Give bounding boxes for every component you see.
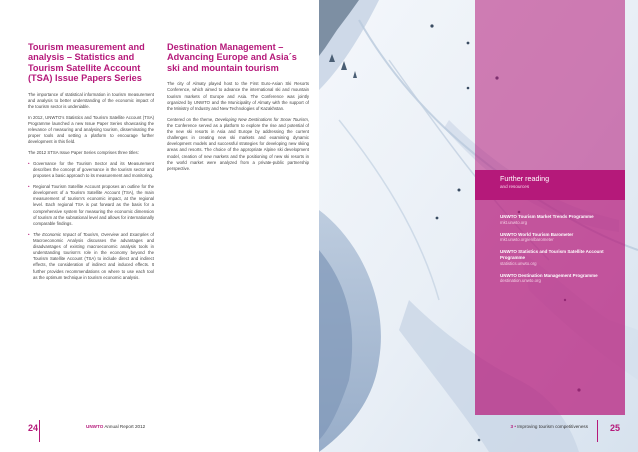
- resource-title: UNWTO World Tourism Barometer: [500, 231, 574, 237]
- sidebar-tint: [475, 0, 625, 170]
- resource-link[interactable]: mkt.unwto.org/en/barometer: [500, 237, 554, 243]
- further-reading-title: Further reading: [500, 174, 550, 183]
- resource-title: UNWTO Tourism Market Trends Programme: [500, 214, 594, 219]
- resource-item: [500, 273, 615, 285]
- resource-link[interactable]: statistics.unwto.org: [500, 260, 537, 266]
- issue-paper-list: [28, 161, 154, 281]
- resource-list: [475, 200, 625, 415]
- org-name: UNWTO: [86, 424, 104, 429]
- resource-title: UNWTO Destination Management Programme: [500, 272, 598, 278]
- conference-theme: Developing New Destinations for Snow Tourism: [215, 116, 308, 122]
- further-reading-sidebar: [475, 0, 625, 415]
- paragraph-text: Centered on the theme,: [167, 116, 216, 122]
- footer-divider: [597, 420, 598, 442]
- footer-divider: [39, 420, 40, 442]
- further-reading-subtitle: and resources: [500, 184, 530, 189]
- resource-link[interactable]: mkt.unwto.org: [500, 219, 527, 225]
- chapter-label: [511, 424, 588, 429]
- resource-link[interactable]: destination.unwto.org: [500, 278, 541, 284]
- column-destination-management: [167, 42, 309, 177]
- chapter-marker: 3 •: [510, 424, 516, 429]
- report-title: Annual Report 2012: [104, 424, 146, 429]
- page-number-right: 25: [609, 423, 620, 433]
- resource-item: [500, 232, 615, 244]
- paragraph: [167, 117, 309, 172]
- footer-left: [28, 408, 188, 440]
- publication-title: The Economic Impact of Tourism, Overview and Examples: [33, 231, 149, 237]
- further-reading-header: [475, 170, 625, 200]
- resource-title: UNWTO Statistics and Tourism Satellite Account Programme: [500, 249, 604, 260]
- resource-item: [500, 249, 615, 266]
- paragraph: The importance of statistical information in tourism measurement and analysis to better understanding of the economic impact of the tourism sector is undeniable.: [28, 91, 154, 109]
- paragraph: The 2012 STSA Issue Paper Series comprises three titles:: [28, 150, 139, 156]
- list-item: [28, 232, 154, 281]
- list-item-text: of Macroeconomic Analysis discusses the advantages and disadvantages of existing macroeconomic analysis tools in understanding tourism’s role in the economy beyond the Tourism Satellite Account (TSA) to include direct and indirect effects, the consideration of indirect and induced effects. It further provides recommendations on where to use each tool as the optimum technique in tourism economic analysis.: [33, 231, 154, 280]
- chapter-title: Improving tourism competitiveness: [517, 424, 588, 429]
- page-number-left: 24: [28, 423, 39, 433]
- report-label: [86, 424, 145, 429]
- list-item: • Regional Tourism Satellite Account proposes an outline for the development of a Tourism Satellite Account (TSA), the main measurement of tourism’s economic impact, at the regional level. Each regional TSA is put forward as the basis for a comprehensive system for measuring the economic dimension of tourism at the subnational level and allows for internationally comparable findings.: [28, 184, 154, 227]
- footer-right: [480, 420, 620, 445]
- heading-tourism-measurement: Tourism measurement and analysis – Statistics and Tourism Satellite Account (TSA) Issue Papers Series: [28, 42, 145, 84]
- list-item: • Governance for the Tourism Sector and its Measurement describes the concept of governance in the tourism sector and proposes a basic approach to its measurement and monitoring.: [28, 161, 154, 179]
- resource-item: [500, 214, 615, 226]
- paragraph: The city of Almaty played host to the First Euro-Asian Ski Resorts Conference, which aimed to advance the international ski and mountain tourism markets of Europe and Asia. The Conference was jointly organized by UNWTO and the Municipality of Almaty with the support of the Ministry of Industry and New Technologies of Kazakhstan.: [167, 81, 309, 111]
- paragraph-text: , the Conference served as a platform to explore the rise and potential of the new ski resorts in Asia and Europe by addressing the current challenges in creating new ski markets and examining dynamic development models and successful strategies for developing new skiing areas and resorts. The choice of the appropriate Alpine ski development model, creation of new markets and the positioning of new ski resorts in the world market were analyzed from a private-public partnership perspective.: [167, 116, 309, 171]
- heading-destination-management: Destination Management – Advancing Europe and Asia´s ski and mountain tourism: [167, 42, 297, 73]
- column-tourism-measurement: [28, 42, 154, 285]
- paragraph: In 2012, UNWTO’s Statistics and Tourism Satellite Account (TSA) Programme launched a new Issue Paper Series showcasing the relevance of measuring and analysing tourism, disseminating the proper tools and setting a platform to encourage further development in this field.: [28, 114, 154, 145]
